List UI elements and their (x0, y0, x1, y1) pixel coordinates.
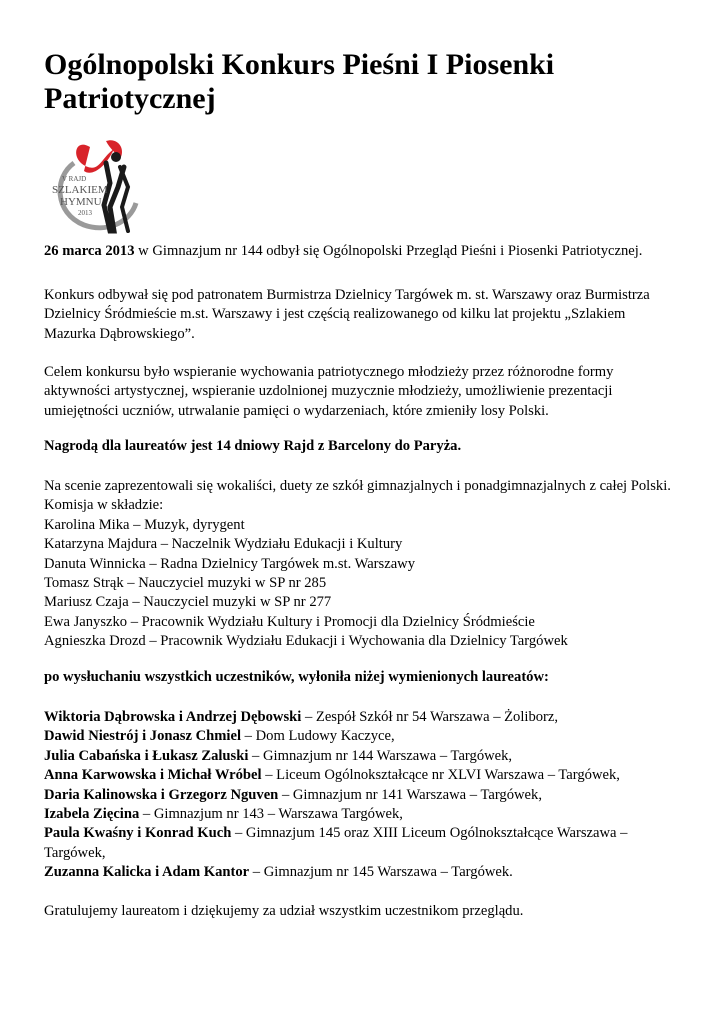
rajd-szlakiem-hymnu-logo (44, 127, 148, 239)
patronage-paragraph: Konkurs odbywał się pod patronatem Burmistrza Dzielnicy Targówek m. st. Warszawy oraz Burmistrza Dzielnicy Śródmieście m.st. Warszawy i jest częścią realizowanego od kilku lat projektu „Szlakiem Mazurka Dąbrowskiego”. (44, 287, 650, 342)
prize-paragraph: Nagrodą dla laureatów jest 14 dniowy Rajd z Barcelony do Paryża. (44, 438, 462, 454)
winners-heading: po wysłuchaniu wszystkich uczestników, wyłoniła niżej wymienionych laureatów: (44, 669, 549, 685)
logo-text-main2: HYMNU (60, 196, 102, 208)
winner-entry: Dawid Niestrój i Jonasz Chmiel – Dom Ludowy Kaczyce, (44, 728, 395, 745)
jury-member: Ewa Janyszko – Pracownik Wydziału Kultury i Promocji dla Dzielnicy Śródmieście (44, 613, 535, 630)
jury-member: Karolina Mika – Muzyk, dyrygent (44, 516, 245, 533)
winner-entry-continuation: Targówek, (44, 844, 106, 861)
intro-paragraph: 26 marca 2013 w Gimnazjum nr 144 odbył się Ogólnopolski Przegląd Pieśni i Piosenki Patriotycznej. (44, 243, 643, 259)
logo-text-top: V RAJD (62, 175, 87, 183)
jury-member: Mariusz Czaja – Nauczyciel muzyki w SP nr 277 (44, 594, 332, 611)
closing-paragraph: Gratulujemy laureatom i dziękujemy za udział wszystkim uczestnikom przeglądu. (44, 903, 524, 919)
jury-member: Agnieszka Drozd – Pracownik Wydziału Edukacji i Wychowania dla Dzielnicy Targówek (44, 633, 568, 650)
jury-paragraph: Na scenie zaprezentowali się wokaliści, duety ze szkół gimnazjalnych i ponadgimnazjalnych z całej Polski. Komisja w składzie: Karolina Mika – Muzyk, dyrygent Katarzyna Majdura – Naczelnik Wydziału Edukacji i Kultury Danuta Winnicka – Radna Dzielnicy Targówek m.st. Warszawy Tomasz Strąk – Nauczyciel muzyki w SP nr 285 Mariusz Czaja – Nauczyciel muzyki w SP nr 277 Ewa Janyszko – Pracownik Wydziału Kultury i Promocji dla Dzielnicy Śródmieście Agnieszka Drozd – Pracownik Wydziału Edukacji i Wychowania dla Dzielnicy Targówek (44, 477, 694, 652)
winner-entry: Izabela Zięcina – Gimnazjum nr 143 – Warszawa Targówek, (44, 806, 403, 823)
winner-entry: Julia Cabańska i Łukasz Zaluski – Gimnazjum nr 144 Warszawa – Targówek, (44, 747, 513, 764)
winner-entry: Zuzanna Kalicka i Adam Kantor – Gimnazjum nr 145 Warszawa – Targówek. (44, 864, 513, 881)
jury-member: Tomasz Strąk – Nauczyciel muzyki w SP nr 285 (44, 575, 327, 592)
logo-text-year: 2013 (78, 209, 92, 217)
event-date: 26 marca 2013 (44, 243, 135, 259)
winner-entry: Anna Karwowska i Michał Wróbel – Liceum Ogólnokształcące nr XLVI Warszawa – Targówek, (44, 767, 620, 784)
winner-entry: Wiktoria Dąbrowska i Andrzej Dębowski – Zespół Szkół nr 54 Warszawa – Żoliborz, (44, 709, 559, 725)
logo-graphic (44, 127, 148, 239)
page-title: Ogólnopolski Konkurs Pieśni I Piosenki Patriotycznej (44, 48, 555, 115)
winners-list (44, 708, 694, 883)
jury-member: Katarzyna Majdura – Naczelnik Wydziału Edukacji i Kultury (44, 536, 403, 553)
jury-member: Danuta Winnicka – Radna Dzielnicy Targówek m.st. Warszawy (44, 555, 416, 572)
winner-entry: Daria Kalinowska i Grzegorz Nguven – Gimnazjum nr 141 Warszawa – Targówek, (44, 786, 542, 803)
winner-entry: Paula Kwaśny i Konrad Kuch – Gimnazjum 145 oraz XIII Liceum Ogólnokształcące Warszawa – (44, 825, 628, 842)
logo-text-main1: SZLAKIEM (52, 184, 108, 196)
goals-paragraph: Celem konkursu było wspieranie wychowania patriotycznego młodzieży przez różnorodne formy aktywności artystycznej, wspieranie uzdolnionej muzycznie młodzieży, umożliwienie prezentacji umiejętności uczniów, utrwalanie pamięci o wydarzeniach, które zmieniły losy Polski. (44, 364, 614, 419)
